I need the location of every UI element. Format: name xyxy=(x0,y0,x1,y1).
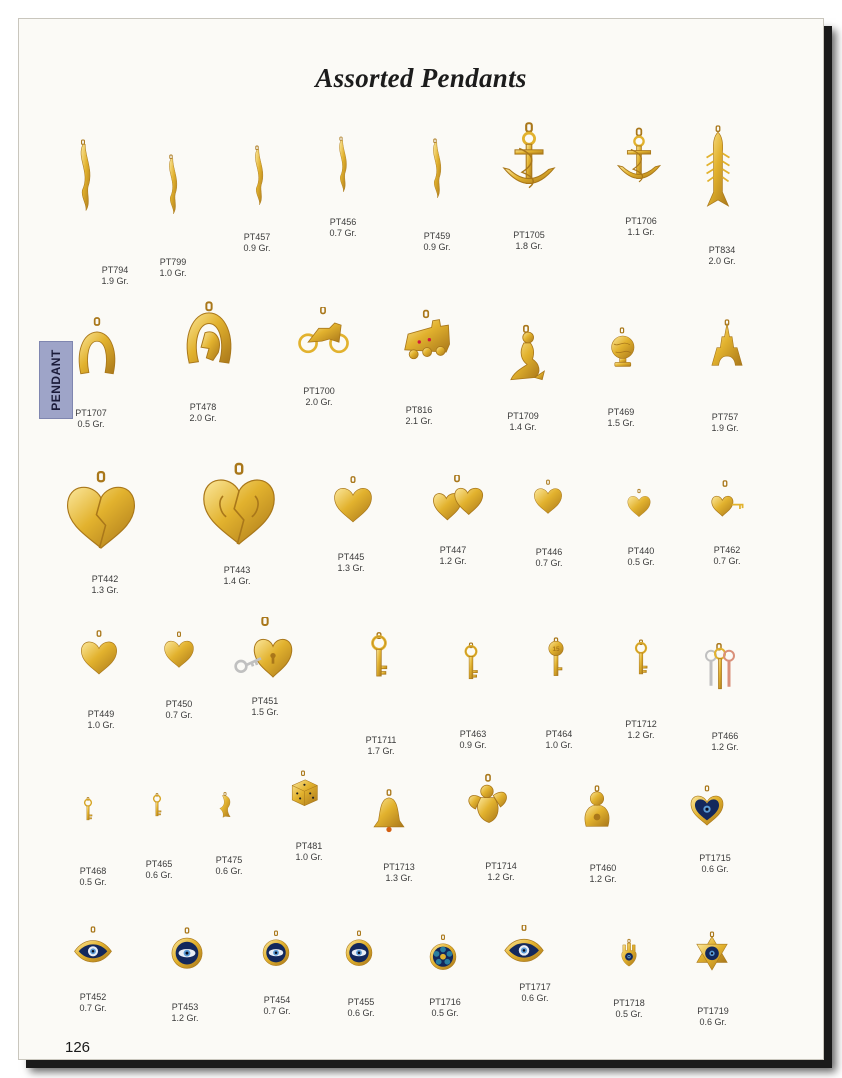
product-weight: 1.7 Gr. xyxy=(367,746,395,756)
product-code: PT478 xyxy=(189,402,217,412)
product-weight: 1.4 Gr. xyxy=(509,422,537,432)
heart-icon xyxy=(161,623,197,679)
page-title: Assorted Pendants xyxy=(315,63,527,93)
product-code: PT440 xyxy=(627,546,655,556)
eiffel-tower-icon xyxy=(706,287,748,397)
product-code: PT450 xyxy=(165,699,193,709)
pendant-caption xyxy=(168,402,238,424)
key-15-icon xyxy=(536,601,576,717)
pendant-caption xyxy=(500,982,570,1004)
product-code: PT465 xyxy=(145,859,173,869)
pendant-caption xyxy=(514,547,584,569)
product-weight: 1.5 Gr. xyxy=(607,418,635,428)
pendant-caption xyxy=(402,231,472,253)
product-code: PT1705 xyxy=(513,230,545,240)
catalog-page xyxy=(18,18,824,1060)
pendant-caption xyxy=(124,859,194,881)
split-heart-icon xyxy=(63,459,139,565)
pendant-caption xyxy=(202,565,272,587)
evil-eye-heart-icon xyxy=(687,775,727,839)
buddha-icon xyxy=(576,767,618,849)
pendant-caption xyxy=(384,405,454,427)
product-code: PT1716 xyxy=(429,997,461,1007)
product-code: PT816 xyxy=(405,405,433,415)
product-code: PT443 xyxy=(223,565,251,575)
product-code: PT456 xyxy=(329,217,357,227)
pendant-caption xyxy=(594,998,664,1020)
heart-lock-icon xyxy=(703,475,747,533)
product-weight: 0.5 Gr. xyxy=(627,557,655,567)
product-weight: 0.5 Gr. xyxy=(431,1008,459,1018)
product-code: PT454 xyxy=(263,995,291,1005)
product-code: PT1712 xyxy=(625,719,657,729)
product-weight: 1.2 Gr. xyxy=(711,742,739,752)
horn-icon xyxy=(242,111,272,241)
product-weight: 1.9 Gr. xyxy=(711,423,739,433)
globe-icon xyxy=(602,295,642,403)
product-code: PT1700 xyxy=(303,386,335,396)
pendant-caption xyxy=(690,412,760,434)
pendant-caption xyxy=(692,545,762,567)
heart-icon xyxy=(77,621,121,687)
product-code: PT452 xyxy=(79,992,107,1002)
horn-icon xyxy=(156,105,186,265)
pendant-caption xyxy=(678,1006,748,1028)
hamsa-icon xyxy=(615,925,643,983)
dice-icon xyxy=(285,759,321,821)
product-weight: 0.7 Gr. xyxy=(535,558,563,568)
pendant-caption xyxy=(606,546,676,568)
pendant-caption xyxy=(58,866,128,888)
bell-icon xyxy=(367,777,411,849)
product-code: PT757 xyxy=(711,412,739,422)
product-code: PT1719 xyxy=(697,1006,729,1016)
evil-eye-flower-icon xyxy=(425,929,461,979)
pendant-caption xyxy=(410,997,480,1019)
horn-icon xyxy=(420,109,450,229)
pendant-caption xyxy=(606,719,676,741)
pendant-caption xyxy=(316,552,386,574)
product-code: PT446 xyxy=(535,547,563,557)
product-code: PT1714 xyxy=(485,861,517,871)
heart-icon xyxy=(330,463,376,539)
horseshoe-horse-icon xyxy=(176,287,242,387)
product-code: PT794 xyxy=(101,265,129,275)
product-weight: 1.2 Gr. xyxy=(171,1013,199,1023)
product-code: PT466 xyxy=(711,731,739,741)
pendant-caption xyxy=(418,545,488,567)
fish-skeleton-icon xyxy=(696,105,740,235)
pendant-caption xyxy=(488,411,558,433)
anchor-icon xyxy=(610,109,668,209)
product-weight: 1.2 Gr. xyxy=(439,556,467,566)
pendant-caption xyxy=(524,729,594,751)
mermaid-icon xyxy=(499,299,553,409)
product-code: PT1707 xyxy=(75,408,107,418)
pendant-caption xyxy=(466,861,536,883)
horseshoe-icon xyxy=(68,301,126,396)
evil-eye-round-icon xyxy=(166,917,208,983)
dolphin-icon xyxy=(212,775,238,837)
page-number: 126 xyxy=(65,1039,91,1056)
product-weight: 1.0 Gr. xyxy=(295,852,323,862)
svg-text:15: 15 xyxy=(552,645,560,653)
product-code: PT834 xyxy=(708,245,736,255)
product-weight: 1.3 Gr. xyxy=(337,563,365,573)
three-keys-icon xyxy=(694,625,744,715)
anchor-icon xyxy=(494,105,564,215)
product-code: PT447 xyxy=(439,545,467,555)
product-weight: 1.0 Gr. xyxy=(87,720,115,730)
motorcycle-icon xyxy=(285,307,361,363)
pendant-caption xyxy=(144,699,214,721)
product-code: PT1717 xyxy=(519,982,551,992)
pendant-caption xyxy=(70,574,140,596)
pendant-caption xyxy=(138,257,208,279)
star-of-david-icon xyxy=(693,921,731,983)
pendant-caption xyxy=(66,709,136,731)
product-code: PT442 xyxy=(91,574,119,584)
product-weight: 0.7 Gr. xyxy=(79,1003,107,1013)
pendant-caption xyxy=(58,992,128,1014)
side-tab-label: PENDANT xyxy=(49,349,64,411)
pendant-caption xyxy=(150,1002,220,1024)
split-heart-faces-icon xyxy=(199,453,279,559)
product-weight: 0.9 Gr. xyxy=(459,740,487,750)
product-code: PT469 xyxy=(607,407,635,417)
key-icon xyxy=(145,775,169,837)
product-weight: 0.9 Gr. xyxy=(243,243,271,253)
product-weight: 0.9 Gr. xyxy=(423,242,451,252)
product-weight: 2.0 Gr. xyxy=(305,397,333,407)
product-weight: 1.0 Gr. xyxy=(159,268,187,278)
pendant-caption xyxy=(364,862,434,884)
product-code: PT460 xyxy=(589,863,617,873)
product-weight: 1.2 Gr. xyxy=(487,872,515,882)
product-code: PT464 xyxy=(545,729,573,739)
product-weight: 2.0 Gr. xyxy=(708,256,736,266)
pendant-caption xyxy=(687,245,757,267)
product-code: PT455 xyxy=(347,997,375,1007)
train-icon xyxy=(398,289,454,391)
product-weight: 1.1 Gr. xyxy=(627,227,655,237)
product-weight: 1.5 Gr. xyxy=(251,707,279,717)
key-icon xyxy=(76,777,100,843)
pendant-caption xyxy=(494,230,564,252)
evil-eye-round-icon xyxy=(258,923,294,977)
pendant-caption xyxy=(586,407,656,429)
product-weight: 1.2 Gr. xyxy=(589,874,617,884)
product-weight: 2.1 Gr. xyxy=(405,416,433,426)
product-code: PT1709 xyxy=(507,411,539,421)
pendant-caption xyxy=(194,855,264,877)
product-code: PT445 xyxy=(337,552,365,562)
pendant-caption xyxy=(606,216,676,238)
product-weight: 1.8 Gr. xyxy=(515,241,543,251)
product-weight: 0.5 Gr. xyxy=(615,1009,643,1019)
product-weight: 1.3 Gr. xyxy=(91,585,119,595)
product-weight: 0.7 Gr. xyxy=(713,556,741,566)
heart-icon xyxy=(625,475,653,533)
product-code: PT1715 xyxy=(699,853,731,863)
product-weight: 1.3 Gr. xyxy=(385,873,413,883)
product-code: PT463 xyxy=(459,729,487,739)
product-weight: 0.5 Gr. xyxy=(79,877,107,887)
product-code: PT457 xyxy=(243,232,271,242)
product-code: PT468 xyxy=(79,866,107,876)
product-code: PT1713 xyxy=(383,862,415,872)
heart-icon xyxy=(531,467,565,529)
product-code: PT453 xyxy=(171,1002,199,1012)
key-icon xyxy=(452,611,490,715)
product-code: PT459 xyxy=(423,231,451,241)
heart-padlock-key-icon xyxy=(222,617,308,687)
pendant-caption xyxy=(242,995,312,1017)
evil-eye-icon xyxy=(500,925,548,971)
pendant-caption xyxy=(680,853,750,875)
pendant-caption xyxy=(308,217,378,239)
product-weight: 0.6 Gr. xyxy=(699,1017,727,1027)
product-weight: 1.9 Gr. xyxy=(101,276,129,286)
product-weight: 1.4 Gr. xyxy=(223,576,251,586)
pendant-caption xyxy=(274,841,344,863)
double-heart-icon xyxy=(430,475,484,531)
product-weight: 0.7 Gr. xyxy=(263,1006,291,1016)
product-weight: 1.2 Gr. xyxy=(627,730,655,740)
horn-icon xyxy=(327,105,355,225)
product-weight: 1.0 Gr. xyxy=(545,740,573,750)
angel-icon xyxy=(462,761,514,843)
evil-eye-icon xyxy=(72,923,114,975)
product-code: PT481 xyxy=(295,841,323,851)
pendant-caption xyxy=(326,997,396,1019)
product-weight: 0.6 Gr. xyxy=(347,1008,375,1018)
product-code: PT449 xyxy=(87,709,115,719)
pendant-caption xyxy=(346,735,416,757)
key-icon xyxy=(623,611,659,707)
product-weight: 0.6 Gr. xyxy=(521,993,549,1003)
product-code: PT1711 xyxy=(365,735,397,745)
evil-eye-round-icon xyxy=(341,923,377,977)
product-weight: 0.6 Gr. xyxy=(701,864,729,874)
pendant-caption xyxy=(222,232,292,254)
product-weight: 0.6 Gr. xyxy=(215,866,243,876)
product-code: PT462 xyxy=(713,545,741,555)
pendant-caption xyxy=(56,408,126,430)
product-code: PT475 xyxy=(215,855,243,865)
product-code: PT1718 xyxy=(613,998,645,1008)
product-weight: 2.0 Gr. xyxy=(189,413,217,423)
product-code: PT799 xyxy=(159,257,187,267)
pendant-caption xyxy=(568,863,638,885)
product-code: PT1706 xyxy=(625,216,657,226)
pendant-caption xyxy=(690,731,760,753)
product-weight: 0.7 Gr. xyxy=(329,228,357,238)
pendant-caption xyxy=(230,696,300,718)
pendant-caption xyxy=(438,729,508,751)
key-icon xyxy=(356,597,402,717)
product-code: PT451 xyxy=(251,696,279,706)
pendant-caption xyxy=(284,386,354,408)
product-weight: 0.5 Gr. xyxy=(77,419,105,429)
product-weight: 0.6 Gr. xyxy=(145,870,173,880)
horn-icon xyxy=(65,81,101,271)
product-weight: 0.7 Gr. xyxy=(165,710,193,720)
